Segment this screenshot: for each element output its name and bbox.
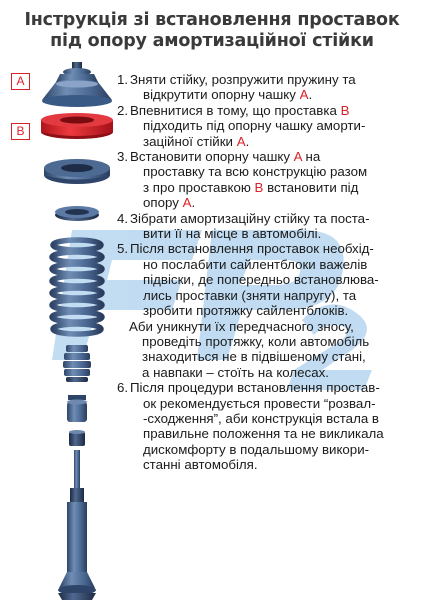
part-reference: A: [182, 195, 192, 211]
step-line: з про проставкою B встановити під: [143, 179, 359, 195]
step-line: опору A.: [143, 195, 196, 211]
step-line: дискомфорту в подальшому викори-: [143, 441, 370, 457]
step-number: 1.: [117, 72, 129, 87]
step-line: правильне положення та не викликала: [143, 426, 384, 442]
title-line-1: Інструкція зі встановлення проставок: [24, 10, 400, 30]
step-line: проставку та всю конструкцію разом: [143, 164, 368, 180]
step-number: 5.: [117, 241, 129, 257]
coil-spring: [52, 240, 102, 334]
note-line: проведіть протяжку, коли автомобіль: [142, 333, 370, 349]
step-line: зробити протяжку сайлентблоків.: [143, 303, 349, 319]
step-number: 4.: [117, 210, 129, 226]
step-2: [117, 103, 417, 149]
step-line: ок рекомендується провести “розвал-: [143, 395, 376, 411]
step-line: Зібрати амортизаційну стійку та поста-: [130, 210, 370, 226]
step-line: підвіски, де попередньо встановлюва-: [143, 272, 379, 288]
spring-seat: [44, 159, 110, 184]
step-3: [117, 149, 417, 211]
instruction-title: [0, 10, 424, 52]
step-line: Після процедури встановлення простав-: [130, 380, 380, 396]
step-line: лись проставки (зняти напругу), та: [143, 287, 357, 303]
instruction-steps: [117, 72, 417, 473]
step-line: відкрутити опорну чашку A.: [143, 87, 313, 103]
step-line: вити її на місце в автомобілі.: [143, 226, 322, 242]
note-line: знаходиться не в підвішеному стані,: [142, 349, 366, 365]
step-line: Зняти стійку, розпружити пружину та: [130, 72, 356, 87]
step-6: [117, 380, 417, 472]
bearing-ring: [55, 206, 99, 221]
spacer-b: [41, 113, 113, 139]
note-line: а навпаки – стоїть на колесах.: [142, 364, 329, 380]
step-1: [117, 72, 417, 103]
step-number: 6.: [117, 380, 129, 396]
support-cup-a: [42, 80, 112, 108]
rod-bushing: [69, 430, 85, 446]
part-reference: A: [236, 133, 246, 149]
step-number: 2.: [117, 102, 129, 118]
shock-absorber-body: [58, 488, 96, 600]
step-number: 3.: [117, 149, 129, 165]
step-5: [117, 241, 417, 318]
step-line: підходить під опорну чашку аморти-: [143, 118, 366, 134]
step-line: станні автомобіля.: [143, 457, 258, 473]
step-line: заційної стійки A.: [143, 133, 250, 149]
strut-exploded-diagram: [0, 60, 130, 600]
part-reference: A: [293, 149, 302, 165]
label-b: B: [11, 123, 30, 140]
label-a: A: [11, 73, 30, 90]
step-line: -сходження”, аби конструкція встала в: [143, 410, 379, 426]
step-line: Впевнитися в тому, що проставка B: [130, 102, 350, 118]
bump-stop: [67, 395, 87, 422]
dust-boot: [63, 345, 91, 382]
part-reference: A: [299, 87, 309, 103]
step-line: Встановити опорну чашку A на: [130, 149, 321, 165]
title-line-2: під опору амортизаційної стійки: [50, 31, 374, 51]
part-reference: B: [340, 102, 350, 118]
piston-rod: [74, 450, 80, 490]
part-reference: B: [254, 179, 264, 195]
step-line: но послабити сайлентблоки важелів: [143, 256, 368, 272]
step-4: [117, 211, 417, 242]
step-line: Після встановлення проставок необхід-: [130, 241, 374, 257]
step-5-note: [117, 319, 417, 381]
note-line: Аби уникнути їх передчасного зносу,: [129, 318, 354, 334]
upper-mount-nut: [56, 62, 98, 82]
